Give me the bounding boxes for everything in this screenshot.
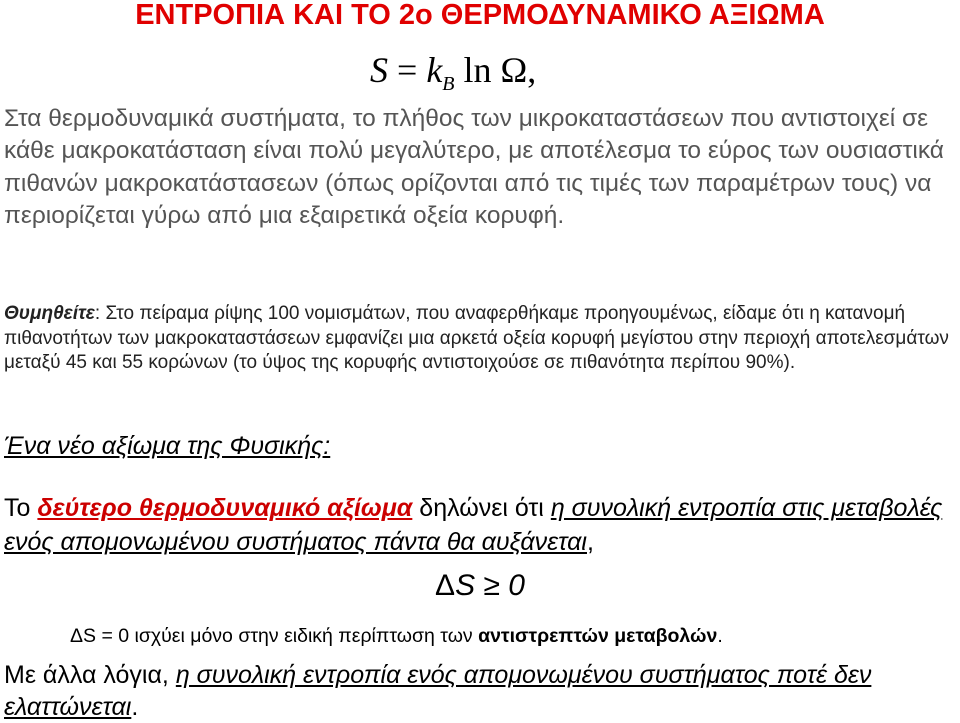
delta-symbol: Δ [435, 569, 456, 602]
entropy-formula [370, 48, 536, 106]
conclusion-suffix: . [131, 693, 139, 721]
note-text: ΔS = 0 ισχύει μόνο στην ειδική περίπτωση των [70, 625, 479, 647]
inequality-rest: ≥ 0 [475, 569, 525, 602]
formula-omega: Ω, [500, 50, 537, 90]
second-law-prefix: Το [4, 494, 38, 522]
note-end: . [717, 625, 723, 647]
second-law-paragraph [4, 491, 956, 559]
entropy-symbol: S [455, 569, 476, 602]
formula-ln: ln [463, 50, 492, 90]
reversible-note [70, 623, 723, 649]
intro-paragraph: Στα θερμοδυναμικά συστήματα, το πλήθος των μικροκαταστάσεων που αντιστοιχεί σε κάθε μακροκατάσταση είναι πολύ μεγαλύτερο, με αποτέλεσμα το εύρος των ουσιαστικά πιθανών μακροκατάστασεων (όπως ορίζονται από τις τιμές των παραμέτρων τους) να περιορίζεται γύρω από μια εξαιρετικά οξεία κορυφή. [4, 105, 944, 230]
second-law-suffix: , [586, 528, 594, 556]
second-law-term: δεύτερο θερμοδυναμικό αξίωμα [37, 494, 413, 522]
conclusion-prefix: Με άλλα λόγια, [4, 661, 176, 689]
reminder-label: Θυμηθείτε [4, 303, 95, 324]
second-law-middle: δηλώνει ότι [412, 494, 551, 522]
formula-k: k [426, 50, 443, 90]
formula-equals: = [397, 50, 418, 90]
formula-subscript: B [442, 73, 455, 95]
formula-s: S [370, 50, 388, 90]
note-bold: αντιστρεπτών μεταβολών [478, 625, 718, 647]
section-heading: Ένα νέο αξίωμα της Φυσικής: [4, 432, 331, 460]
entropy-inequality [0, 568, 960, 604]
reminder-paragraph [4, 302, 960, 376]
reminder-text: : Στο πείραμα ρίψης 100 νομισμάτων, που αναφερθήκαμε προηγουμένως, είδαμε ότι η κατανομή πιθανοτήτων των μακροκαταστάσεων εμφανίζει μια αρκετά οξεία κορυφή μεγίστου στην περιοχή αποτελεσμάτων μεταξύ 45 και 55 κορώνων (το ύψος της κορυφής αντιστοιχούσε σε πιθανότητα περίπου 90%). [4, 303, 949, 373]
page-title: ΕΝΤΡΟΠΙΑ ΚΑΙ ΤΟ 2ο ΘΕΡΜΟΔΥΝΑΜΙΚΟ ΑΞΙΩΜΑ [135, 0, 825, 31]
conclusion-paragraph [4, 659, 956, 723]
conclusion-statement: η συνολική εντροπία ενός απομονωμένου συστήματος ποτέ δεν ελαττώνεται [4, 661, 872, 721]
second-law-statement: η συνολική εντροπία στις μεταβολές ενός απομονωμένου συστήματος πάντα θα αυξάνεται [4, 494, 943, 556]
